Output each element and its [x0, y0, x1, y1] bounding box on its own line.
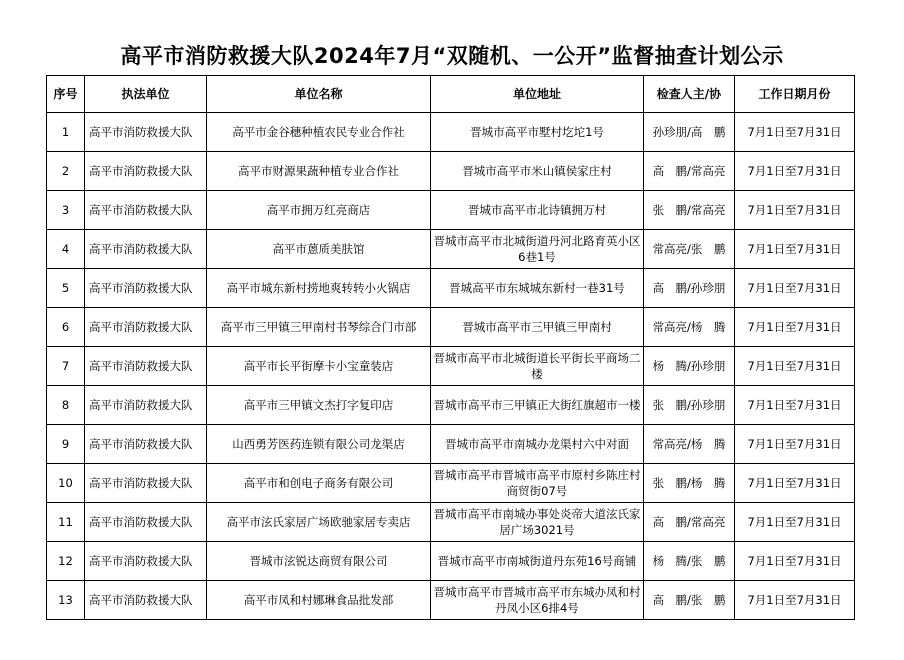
header-unit-name: 单位名称	[207, 76, 431, 113]
cell-address: 晋城市高平市南城街道丹东苑16号商铺	[431, 542, 644, 581]
cell-inspectors: 常高亮/张 鹏	[644, 230, 735, 269]
table-row	[47, 191, 855, 230]
table-row	[47, 581, 855, 620]
cell-seq: 8	[47, 386, 85, 425]
cell-date: 7月1日至7月31日	[735, 269, 855, 308]
cell-agency: 高平市消防救援大队	[85, 113, 207, 152]
cell-inspectors: 高 鹏/孙珍朋	[644, 269, 735, 308]
cell-agency: 高平市消防救援大队	[85, 152, 207, 191]
cell-address: 晋城市高平市北诗镇拥万村	[431, 191, 644, 230]
header-address: 单位地址	[431, 76, 644, 113]
cell-seq: 12	[47, 542, 85, 581]
cell-seq: 7	[47, 347, 85, 386]
cell-date: 7月1日至7月31日	[735, 425, 855, 464]
header-seq: 序号	[47, 76, 85, 113]
table-row	[47, 542, 855, 581]
cell-inspectors: 高 鹏/常高亮	[644, 152, 735, 191]
cell-agency: 高平市消防救援大队	[85, 191, 207, 230]
table-row	[47, 347, 855, 386]
cell-address: 晋城市高平市三甲镇正大街红旗超市一楼	[431, 386, 644, 425]
cell-agency: 高平市消防救援大队	[85, 347, 207, 386]
cell-address: 晋城市高平市北城街道长平街长平商场二楼	[431, 347, 644, 386]
table-row	[47, 386, 855, 425]
cell-date: 7月1日至7月31日	[735, 581, 855, 620]
cell-date: 7月1日至7月31日	[735, 152, 855, 191]
inspection-plan-table	[46, 75, 855, 620]
cell-unit-name: 高平市金谷穗种植农民专业合作社	[207, 113, 431, 152]
cell-inspectors: 杨 腾/张 鹏	[644, 542, 735, 581]
cell-seq: 4	[47, 230, 85, 269]
cell-unit-name: 山西勇芳医药连锁有限公司龙渠店	[207, 425, 431, 464]
cell-unit-name: 高平市城东新村捞地爽转转小火锅店	[207, 269, 431, 308]
cell-seq: 6	[47, 308, 85, 347]
table-row	[47, 113, 855, 152]
table-row	[47, 464, 855, 503]
cell-inspectors: 张 鹏/常高亮	[644, 191, 735, 230]
cell-address: 晋城市高平市北城街道丹河北路育英小区6巷1号	[431, 230, 644, 269]
cell-inspectors: 张 鹏/杨 腾	[644, 464, 735, 503]
cell-inspectors: 常高亮/杨 腾	[644, 308, 735, 347]
table-row	[47, 503, 855, 542]
cell-agency: 高平市消防救援大队	[85, 386, 207, 425]
cell-date: 7月1日至7月31日	[735, 542, 855, 581]
cell-agency: 高平市消防救援大队	[85, 503, 207, 542]
table-row	[47, 269, 855, 308]
table-header-row	[47, 76, 855, 113]
cell-seq: 2	[47, 152, 85, 191]
cell-address: 晋城市高平市墅村圪坨1号	[431, 113, 644, 152]
table-row	[47, 152, 855, 191]
cell-inspectors: 杨 腾/孙珍朋	[644, 347, 735, 386]
cell-address: 晋城市高平市三甲镇三甲南村	[431, 308, 644, 347]
cell-address: 晋城市高平市南城办龙渠村六中对面	[431, 425, 644, 464]
cell-date: 7月1日至7月31日	[735, 308, 855, 347]
cell-agency: 高平市消防救援大队	[85, 542, 207, 581]
header-inspectors: 检查人主/协	[644, 76, 735, 113]
cell-agency: 高平市消防救援大队	[85, 269, 207, 308]
cell-address: 晋城市高平市南城办事处炎帝大道泫氏家居广场3021号	[431, 503, 644, 542]
page-title: 高平市消防救援大队2024年7月“双随机、一公开”监督抽查计划公示	[120, 44, 784, 68]
cell-date: 7月1日至7月31日	[735, 464, 855, 503]
cell-agency: 高平市消防救援大队	[85, 581, 207, 620]
cell-inspectors: 高 鹏/张 鹏	[644, 581, 735, 620]
cell-date: 7月1日至7月31日	[735, 386, 855, 425]
cell-unit-name: 高平市财源果蔬种植专业合作社	[207, 152, 431, 191]
cell-date: 7月1日至7月31日	[735, 113, 855, 152]
cell-seq: 9	[47, 425, 85, 464]
cell-date: 7月1日至7月31日	[735, 230, 855, 269]
cell-unit-name: 高平市泫氏家居广场欧驰家居专卖店	[207, 503, 431, 542]
cell-date: 7月1日至7月31日	[735, 503, 855, 542]
cell-inspectors: 孙珍朋/高 鹏	[644, 113, 735, 152]
cell-agency: 高平市消防救援大队	[85, 308, 207, 347]
cell-unit-name: 高平市三甲镇文杰打字复印店	[207, 386, 431, 425]
cell-seq: 1	[47, 113, 85, 152]
header-agency: 执法单位	[85, 76, 207, 113]
cell-agency: 高平市消防救援大队	[85, 464, 207, 503]
cell-address: 晋城高平市东城城东新村一巷31号	[431, 269, 644, 308]
cell-date: 7月1日至7月31日	[735, 191, 855, 230]
cell-seq: 3	[47, 191, 85, 230]
cell-unit-name: 高平市蒽质美肤馆	[207, 230, 431, 269]
table-row	[47, 230, 855, 269]
table-row	[47, 425, 855, 464]
cell-unit-name: 晋城市泫锐达商贸有限公司	[207, 542, 431, 581]
cell-seq: 13	[47, 581, 85, 620]
table-row	[47, 308, 855, 347]
cell-unit-name: 高平市长平街摩卡小宝童装店	[207, 347, 431, 386]
cell-seq: 11	[47, 503, 85, 542]
header-date: 工作日期月份	[735, 76, 855, 113]
cell-unit-name: 高平市三甲镇三甲南村书琴综合门市部	[207, 308, 431, 347]
cell-date: 7月1日至7月31日	[735, 347, 855, 386]
cell-address: 晋城市高平市晋城市高平市原村乡陈庄村商贸街07号	[431, 464, 644, 503]
cell-seq: 10	[47, 464, 85, 503]
cell-unit-name: 高平市和创电子商务有限公司	[207, 464, 431, 503]
cell-address: 晋城市高平市晋城市高平市东城办凤和村丹凤小区6排4号	[431, 581, 644, 620]
cell-agency: 高平市消防救援大队	[85, 230, 207, 269]
cell-inspectors: 常高亮/杨 腾	[644, 425, 735, 464]
cell-agency: 高平市消防救援大队	[85, 425, 207, 464]
cell-inspectors: 张 鹏/孙珍朋	[644, 386, 735, 425]
cell-inspectors: 高 鹏/常高亮	[644, 503, 735, 542]
cell-seq: 5	[47, 269, 85, 308]
cell-unit-name: 高平市凤和村娜琳食品批发部	[207, 581, 431, 620]
cell-address: 晋城市高平市米山镇侯家庄村	[431, 152, 644, 191]
cell-unit-name: 高平市拥万红亮商店	[207, 191, 431, 230]
